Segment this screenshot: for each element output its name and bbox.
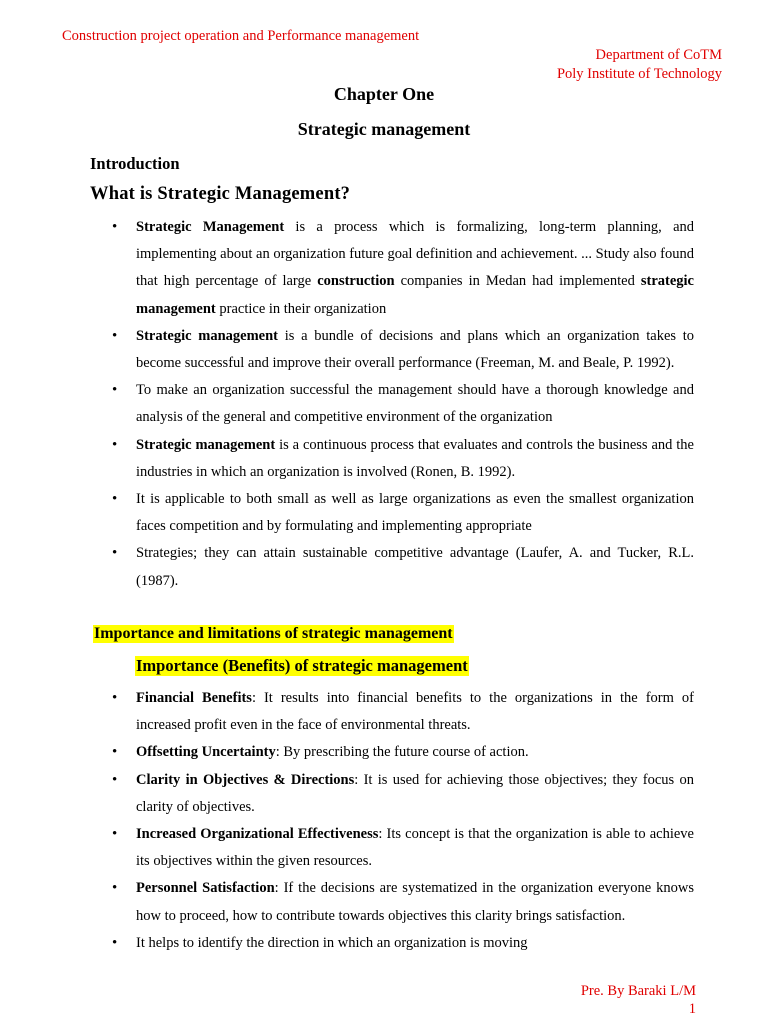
what-is-heading: What is Strategic Management? [90,184,351,204]
header-department: Department of CoTM [595,47,722,63]
list-item: • Increased Organizational Effectiveness: Its concept is that the organization is able to achieve its objectives within the given resources. [110,821,694,875]
definition-list [110,214,694,595]
importance-limitations-heading: Importance and limitations of strategic management [94,625,453,642]
list-item: • Strategic management is a bundle of decisions and plans which an organization takes to become successful and improve their overall performance (Freeman, M. and Beale, P. 1992). [110,323,694,377]
list-item: • It is applicable to both small as well as large organizations as even the smallest organization faces competition and by formulating and implementing appropriate [110,486,694,540]
importance-benefits-heading: Importance (Benefits) of strategic management [136,656,468,675]
list-item: • It helps to identify the direction in which an organization is moving [110,930,694,957]
header-course-title: Construction project operation and Performance management [62,28,420,44]
page-number: 1 [688,1001,696,1017]
list-item: • Offsetting Uncertainty: By prescribing the future course of action. [110,739,694,766]
list-item: • To make an organization successful the management should have a thorough knowledge and analysis of the general and competitive environment of the organization [110,377,694,431]
footer [581,982,696,1018]
header-institution [557,46,722,84]
list-item: • Strategic Management is a process which is formalizing, long-term planning, and implementing about an organization future goal definition and achievement. ... Study also found that high percentage of large construction companies in Medan had implemented strategic management practice in their organization [110,214,694,323]
list-item: • Strategic management is a continuous process that evaluates and controls the business and the industries in which an organization is involved (Ronen, B. 1992). [110,432,694,486]
list-item: • Strategies; they can attain sustainable competitive advantage (Laufer, A. and Tucker, R.L. (1987). [110,540,694,594]
header-institute: Poly Institute of Technology [556,66,722,82]
footer-author: Pre. By Baraki L/M [580,983,696,999]
benefits-list [110,685,694,957]
chapter-heading: Chapter One [333,84,435,104]
list-item: • Clarity in Objectives & Directions: It is used for achieving those objectives; they focus on clarity of objectives. [110,767,694,821]
introduction-heading: Introduction [90,154,180,173]
list-item: • Financial Benefits: It results into financial benefits to the organizations in the form of increased profit even in the face of environmental threats. [110,685,694,739]
chapter-title: Strategic management [297,119,471,139]
list-item: • Personnel Satisfaction: If the decisions are systematized in the organization everyone knows how to proceed, how to contribute towards objectives this clarity brings satisfaction. [110,875,694,929]
